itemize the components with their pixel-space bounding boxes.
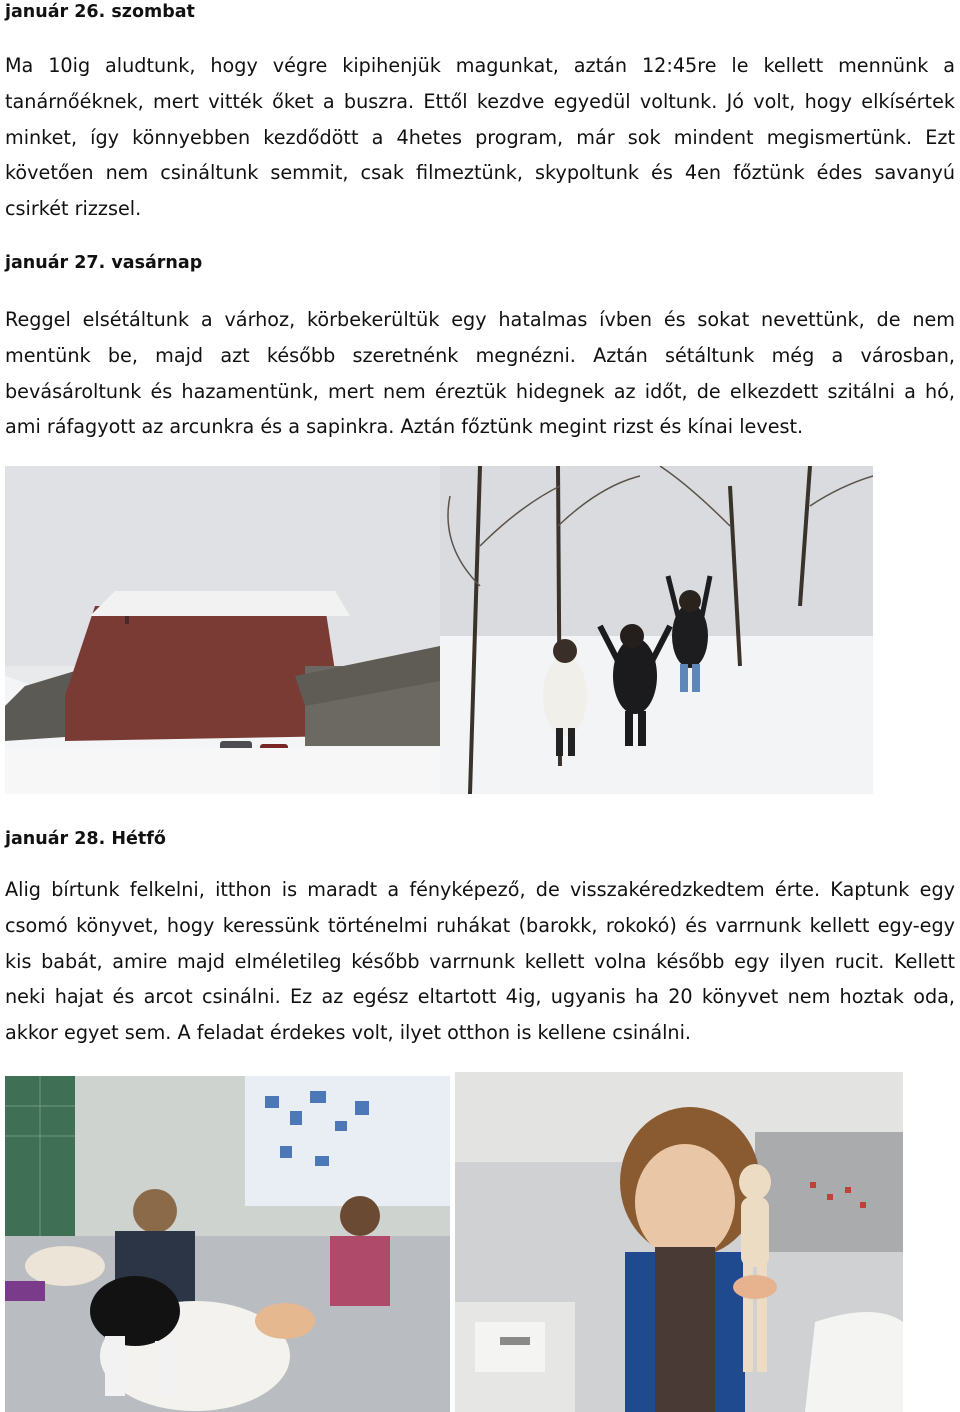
snow-jump-photo xyxy=(440,466,873,794)
date-heading-jan-27: január 27. vasárnap xyxy=(5,253,203,273)
sewing-workshop-photo xyxy=(5,1076,450,1412)
paragraph-jan-28: Alig bírtunk felkelni, itthon is maradt a fényképező, de visszakéredzkedtem érte. Kaptunk egy csomó könyvet, hogy keressünk történelmi ruhákat (barokk, rokokó) és varrnunk kellett egy-egy kis babát, amire majd elméletileg később varrnunk kellett volna később egy ilyen rucit. Kellett neki hajat és arcot csinálni. Ez az egész eltartott 4ig, ugyanis ha 20 könyvet nem hoztak oda, akkor egyet sem. A feladat érdekes volt, ilyet otthon is kellene csinálni. xyxy=(5,878,955,1045)
paragraph-jan-27: Reggel elsétáltunk a várhoz, körbekerültük egy hatalmas ívben és sokat nevettünk, de nem mentünk be, majd azt később szeretnénk megnézni. Aztán sétáltunk még a városban, bevásároltunk és hazamentünk, mert nem éreztük hidegnek az időt, de elkezdett szitálni a hó, ami ráfagyott az arcunkra és a sapinkra. Aztán főztünk megint rizst és kínai levest. xyxy=(5,308,955,439)
date-heading-jan-28: január 28. Hétfő xyxy=(5,829,166,849)
paragraph-jan-26: Ma 10ig aludtunk, hogy végre kipihenjük magunkat, aztán 12:45re le kellett mennünk a tanárnőéknek, mert vitték őket a buszra. Ettől kezdve egyedül voltunk. Jó volt, hogy elkísértek minket, így könnyebben kezdődött a 4hetes program, már sok mindent megismertünk. Ezt követően nem csináltunk semmit, csak filmeztünk, skypoltunk és 4en főztünk édes savanyú csirkét rizzsel. xyxy=(5,54,955,221)
castle-photo xyxy=(5,466,440,794)
doll-portrait-photo xyxy=(455,1072,903,1412)
date-heading-jan-26: január 26. szombat xyxy=(5,2,195,22)
